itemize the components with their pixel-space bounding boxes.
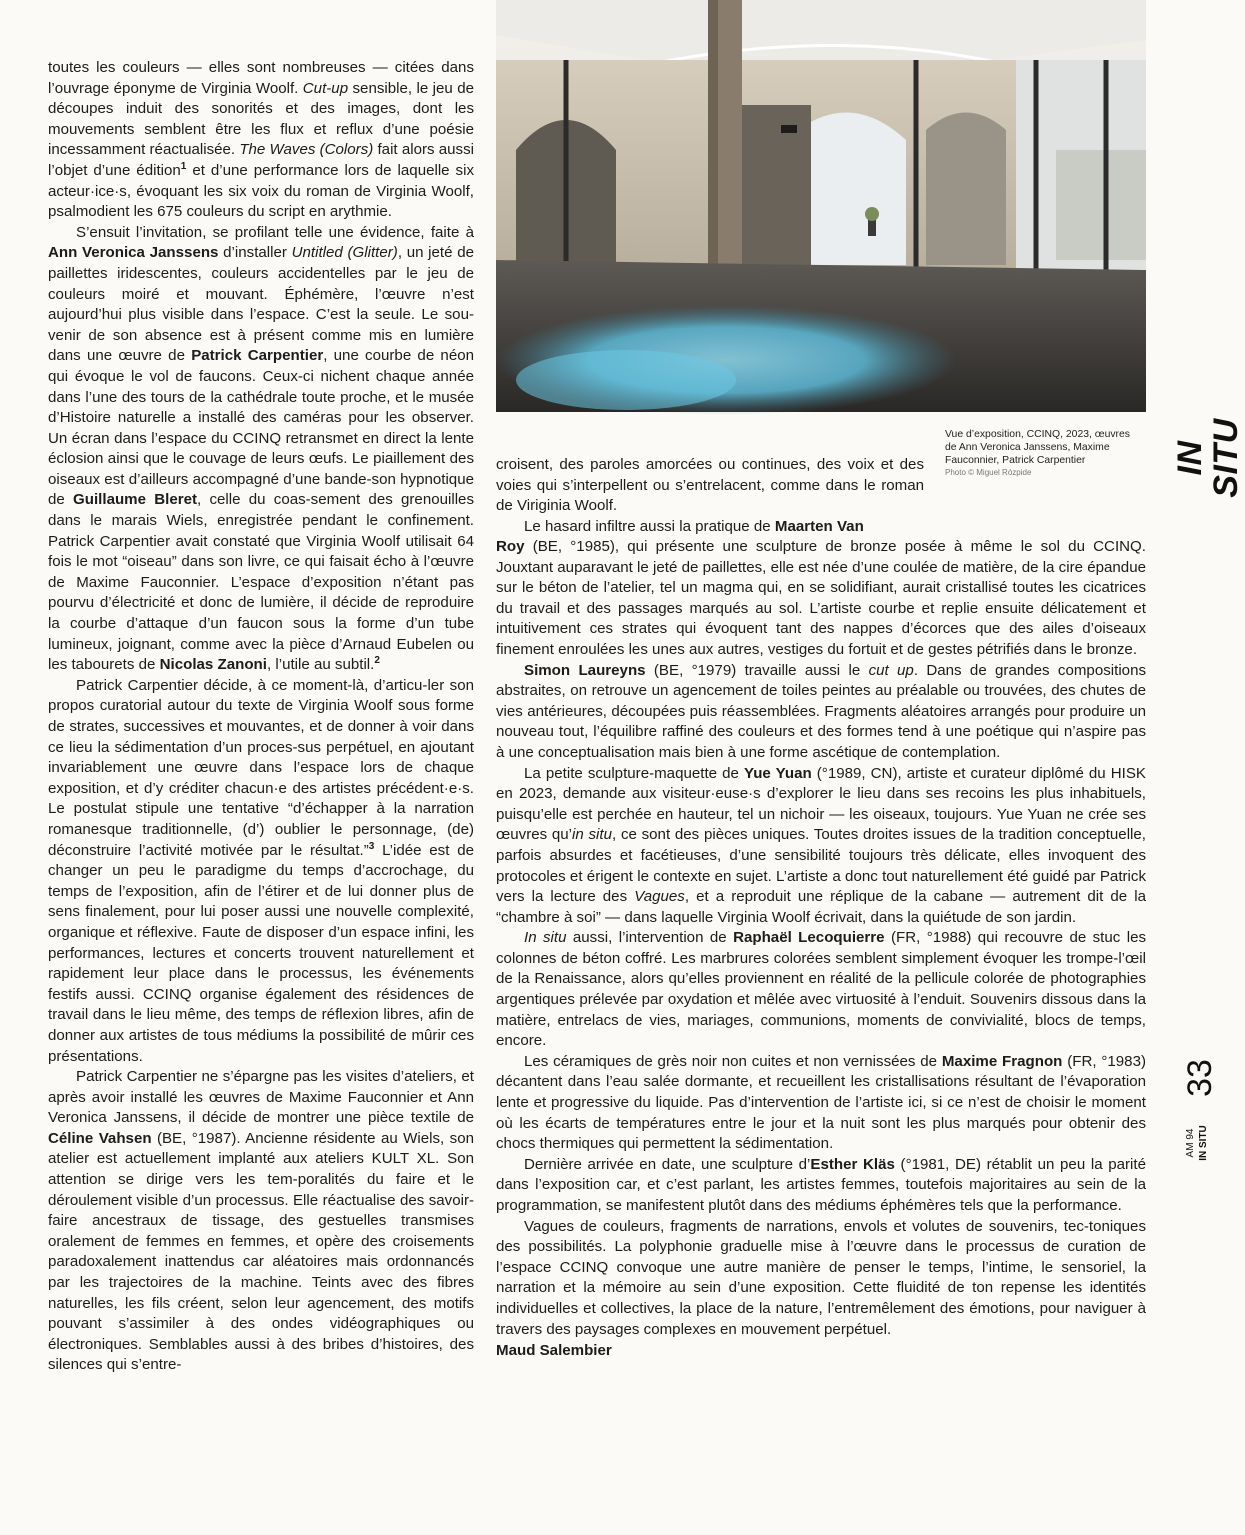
- caption-line: Vue d’exposition, CCINQ, 2023, œuvres: [945, 429, 1130, 440]
- right-column: [496, 537, 1146, 1362]
- paragraph: croisent, des paroles amorcées ou continues, des voix et des voies qui s’interpellent ou s’entrelacent, comme dans le roman de Viriginia Woolf.: [496, 456, 924, 515]
- page-number: 33: [1181, 1059, 1219, 1097]
- paragraph: Roy (BE, °1985), qui présente une sculpture de bronze posée à même le sol du CCINQ. Jouxtant auparavant le jeté de paillettes, elle est née d’une coulée de matière, de la cire épandue sur le béton de l’atelier, tel un magma qui, en se solidifiant, aurait cristallisé toutes les cicatrices du travail et des passages marqués au sol. L’artiste courbe et replie ensuite délicatement et intuitivement ces strates qui évoquent tant des nappes d’écorces que des ailes d’oiseaux finement enroulées les unes aux autres, vestiges du fortuit et de gestes pétrifiés dans le bronze.: [496, 538, 1146, 658]
- footnote-ref: 3: [368, 840, 375, 852]
- paragraph: S’ensuit l’invitation, se profilant telle une évidence, faite à Ann Veronica Janssens d’installer Untitled (Glitter), un jeté de paillettes iridescentes, couleurs accidentelles par le jeu de couleurs moiré et mouvant. Éphémère, l’œuvre n’est aujourd’hui plus visible dans l’espace. C’est la seule. Le sou-venir de son absence est à présent comme mis en lumière dans une œuvre de Patrick Carpentier, une courbe de néon qui évoque le vol de faucons. Ceux-ci nichent chaque année dans l’une des tours de la cathédrale toute proche, et le musée d’Histoire naturelle a installé des caméras pour les observer. Un écran dans l’espace du CCINQ retransmet en direct la lente éclosion ainsi que le couvage de leurs œufs. Le piaillement des oiseaux est d’ailleurs accompagné d’une bande-son hypnotique de Guillaume Bleret, celle du coas-sement des grenouilles dans le marais Wiels, enregistrée pendant le confinement. Patrick Carpentier avait constaté que Virginia Woolf utilisait 64 fois le mot “oiseau” dans son livre, ce qui faisait écho à l’œuvre de Maxime Fauconnier. L’espace d’exposition n’étant pas pourvu d’électricité et donc de lumière, il décide de reproduire la courbe d’attaque d’un faucon sous la forme d’un tube lumineux, joignant, comme avec la pièce d’Arnaud Eubelen ou les tabourets de Nicolas Zanoni, l’utile au subtil.$^2$: [48, 223, 475, 674]
- caption-line: de Ann Veronica Janssens, Maxime: [945, 442, 1110, 453]
- right-column-top: [496, 455, 924, 537]
- author-signature: Maud Salembier: [496, 1342, 612, 1360]
- caption-line: Fauconnier, Patrick Carpentier: [945, 455, 1086, 466]
- paragraph: Patrick Carpentier décide, à ce moment-là, d’articu-ler son propos curatorial autour du texte de Virginia Woolf sous forme de strates, successives et mouvantes, et de donner à voir dans ce lieu la sédimentation d’un proces-sus perpétuel, en ajoutant invariablement une œuvre dans l’espace lors de chaque exposition, et d’y créditer chacun·e des artistes précédent·e·s. Le postulat stipule une tentative “d’échapper à la narration romanesque traditionnelle, (d’) oublier le personnage, (de) déconstruire l’activité motivée par le résultat.”$^3$ L’idée est de changer un peu le paradigme du temps d’accrochage, du temps de l’exposition, afin de l’étirer et de lui donner plus de sens finalement, pour lui poser aussi une nouvelle complexité, organique et réflexive. Faute de disposer d’un espace infini, les performances, lectures et concerts trouvent naturellement et rapidement leur place dans le processus, les événements festifs aussi. CCINQ organise également des résidences de travail dans le lieu même, des temps de réflexion libres, afin de donner aux artistes de tous médiums la possibilité de mûrir ces présentations.: [48, 676, 474, 1065]
- paragraph: Patrick Carpentier ne s’épargne pas les visites d’ateliers, et après avoir installé les œuvres de Maxime Fauconnier et Ann Veronica Janssens, il décide de montrer une pièce textile de Céline Vahsen (BE, °1987). Ancienne résidente au Wiels, son atelier est actuellement implanté aux ateliers KULT XL. Son attention se dirige vers les tem-poralités du faire et le déroulement visible d’un processus. Elle réactualise des savoir-faire ancestraux de tissage, des gestuelles transmises oralement de femmes en femmes, et opère des croisements paradoxalement inattendus car aléatoires mais ordonnancés par les trajectoires de la machine. Teints avec des fibres naturelles, les fils créent, selon leur agencement, des motifs pouvant s’assimiler à des ondes vidéographiques ou électroniques. Semblables aussi à des bribes d’histoires, des silences qui s’entre-: [48, 1068, 474, 1374]
- paragraph: Le hasard infiltre aussi la pratique de Maarten Van: [524, 517, 864, 535]
- left-column: [48, 58, 474, 1376]
- paragraph: Vagues de couleurs, fragments de narrations, envols et volutes de souvenirs, tec-toniques des possibilités. La polyphonie graduelle mise à l’œuvre dans le processus de curation de l’espace CCINQ convoque une autre manière de penser le temps, l’intime, le sensoriel, la narration et la mémoire au sein d’une exposition. Cette fluidité de ton repense les identités individuelles et collectives, la place de la nature, l’entremêlement des émotions, pour naviguer à travers des paysages complexes en mouvement perpétuel.: [496, 1217, 1146, 1338]
- folio: [1184, 1108, 1214, 1178]
- section-label: IN SITU: [1171, 418, 1245, 498]
- exhibition-photo-illustration: [496, 0, 1146, 412]
- folio-section: IN SITU: [1198, 1125, 1209, 1161]
- footnote-ref: 2: [374, 655, 380, 667]
- paragraph: Dernière arrivée en date, une sculpture d’Esther Kläs (°1981, DE) rétablit un peu la parité dans l’exposition car, et c’est parlant, les artistes femmes, toutefois majoritaires au sein de la programmation, se manifestent plutôt dans des médiums éphémères tels que la performance.: [496, 1155, 1146, 1214]
- photo-caption: [945, 428, 1145, 478]
- footnote-ref: 1: [180, 160, 187, 172]
- paragraph: In situ aussi, l’intervention de Raphaël Lecoquierre (FR, °1988) qui recouvre de stuc les colonnes de béton coffré. Les marbrures colorées semblent simplement évoquer les trompe-l’œil de la Renaissance, alors qu’elles proviennent en réalité de la pellicule colorée de photographies argentiques prélevée par oxydation et mêlée avec virtuosité à l’enduit. Souvenirs dissous dans la matière, entrelacs de vies, mariages, communions, moments de convivialité, blocs de temps, encore.: [496, 929, 1147, 1050]
- exhibition-photo: [496, 0, 1146, 412]
- paragraph: La petite sculpture-maquette de Yue Yuan (°1989, CN), artiste et curateur diplômé du HISK en 2023, demande aux visiteur·euse·s d’explorer le lieu dans ses recoins les plus inhabituels, puisqu’elle est perchée en hauteur, tel un nichoir — les oiseaux, toujours. Yue Yuan ne crée ses œuvres qu’in situ, ce sont des pièces uniques. Toutes droites issues de la tradition conceptuelle, parfois absurdes et facétieuses, d’une sensibilité toujours très délicate, elles invoquent des protocoles et érigent le contexte en sujet. L’artiste a donc tout naturellement été guidé par Patrick vers la lecture des Vagues, et a reproduit une réplique de la cabane — autrement dit de la “chambre à soi” — dans laquelle Virginia Woolf écrivait, dans la quiétude de son jardin.: [496, 764, 1146, 926]
- paragraph: Simon Laureyns (BE, °1979) travaille aussi le cut up. Dans de grandes compositions abstraites, on retrouve un agencement de toiles peintes au préalable ou trouvées, des chutes de vies antérieures, découpées puis réassemblées. Fragments aléatoires arrangés pour produire un nouveau tout, l’équilibre raffiné des couleurs et des formes tend à une poétique qui n’aspire pas à une conceptualisation mais bien à une forme ascétique de contemplation.: [496, 661, 1147, 761]
- paragraph: toutes les couleurs — elles sont nombreuses — citées dans l’ouvrage éponyme de Virginia Woolf. Cut-up sensible, le jeu de découpes induit des sonorités et des images, dont les mouvements semblent être les flux et reflux d’une poésie incessamment réactualisée. The Waves (Colors) fait alors aussi l’objet d’une édition$^1$ et d’une performance lors de laquelle six acteur·ice·s, évoquant les six voix du roman de Virginia Woolf, psalmodient les 675 couleurs du script en arythmie.: [48, 59, 475, 221]
- folio-issue: AM 94: [1185, 1128, 1196, 1158]
- paragraph: Les céramiques de grès noir non cuites et non vernissées de Maxime Fragnon (FR, °1983) décantent dans l’eau salée dormante, et recueillent les cristallisations résultant de l’évaporation lente et progressive du liquide. Pas d’intervention de l’artiste ici, si ce n’est de choisir le moment où les écarts de températures entre le jour et la nuit sont les plus marqués pour obtenir des chocs thermiques qui permettent la sédimentation.: [496, 1052, 1146, 1153]
- photo-credit: Photo © Miguel Rózpide: [945, 468, 1032, 477]
